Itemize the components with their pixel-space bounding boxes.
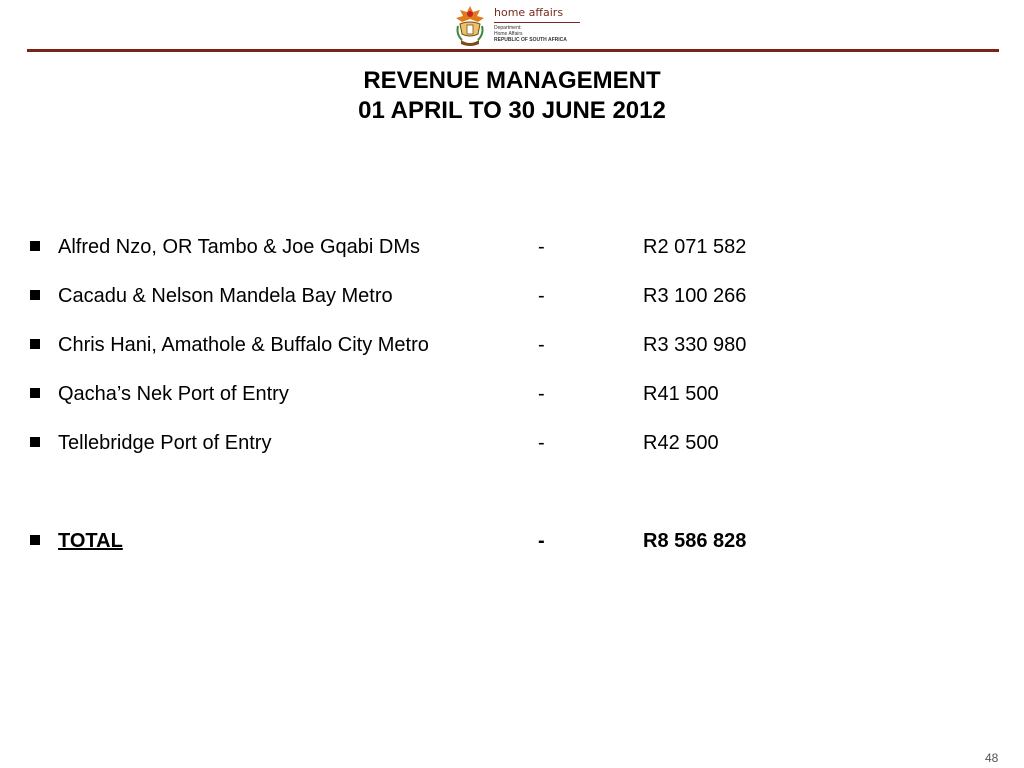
- item-amount: R41 500: [643, 383, 719, 405]
- item-separator: -: [538, 383, 545, 405]
- item-label: Alfred Nzo, OR Tambo & Joe Gqabi DMs: [58, 236, 420, 258]
- item-amount: R42 500: [643, 432, 719, 454]
- item-label: Chris Hani, Amathole & Buffalo City Metro: [58, 334, 429, 356]
- total-label: TOTAL: [58, 530, 123, 552]
- country-name: REPUBLIC OF SOUTH AFRICA: [494, 37, 567, 43]
- bullet-square-icon: [30, 535, 40, 545]
- item-separator: -: [538, 236, 545, 258]
- item-label: Cacadu & Nelson Mandela Bay Metro: [58, 285, 393, 307]
- brand-name: home affairs: [494, 6, 564, 19]
- slide-title: [0, 66, 1024, 126]
- bullet-square-icon: [30, 290, 40, 300]
- coat-of-arms-icon: [454, 4, 486, 48]
- total-row: [0, 528, 1024, 554]
- bullet-square-icon: [30, 339, 40, 349]
- bullet-square-icon: [30, 437, 40, 447]
- title-line-1: REVENUE MANAGEMENT: [363, 67, 661, 94]
- item-separator: -: [538, 285, 545, 307]
- department-name: Home Affairs: [494, 31, 523, 37]
- item-label: Tellebridge Port of Entry: [58, 432, 272, 454]
- list-item: [0, 381, 1024, 407]
- title-line-2: 01 APRIL TO 30 JUNE 2012: [358, 97, 666, 124]
- brand-divider: [494, 22, 580, 23]
- total-amount: R8 586 828: [643, 530, 747, 552]
- page-number: 48: [985, 751, 999, 765]
- header-divider: [27, 49, 999, 52]
- item-amount: R3 100 266: [643, 285, 747, 307]
- item-amount: R2 071 582: [643, 236, 747, 258]
- item-separator: -: [538, 334, 545, 356]
- total-separator: -: [538, 530, 545, 552]
- item-separator: -: [538, 432, 545, 454]
- bullet-square-icon: [30, 241, 40, 251]
- item-label: Qacha’s Nek Port of Entry: [58, 383, 289, 405]
- department-logo: [454, 4, 584, 48]
- list-item: [0, 283, 1024, 309]
- item-amount: R3 330 980: [643, 334, 747, 356]
- department-label: Department:: [494, 25, 522, 31]
- bullet-square-icon: [30, 388, 40, 398]
- list-item: [0, 332, 1024, 358]
- list-item: [0, 430, 1024, 456]
- list-item: [0, 234, 1024, 260]
